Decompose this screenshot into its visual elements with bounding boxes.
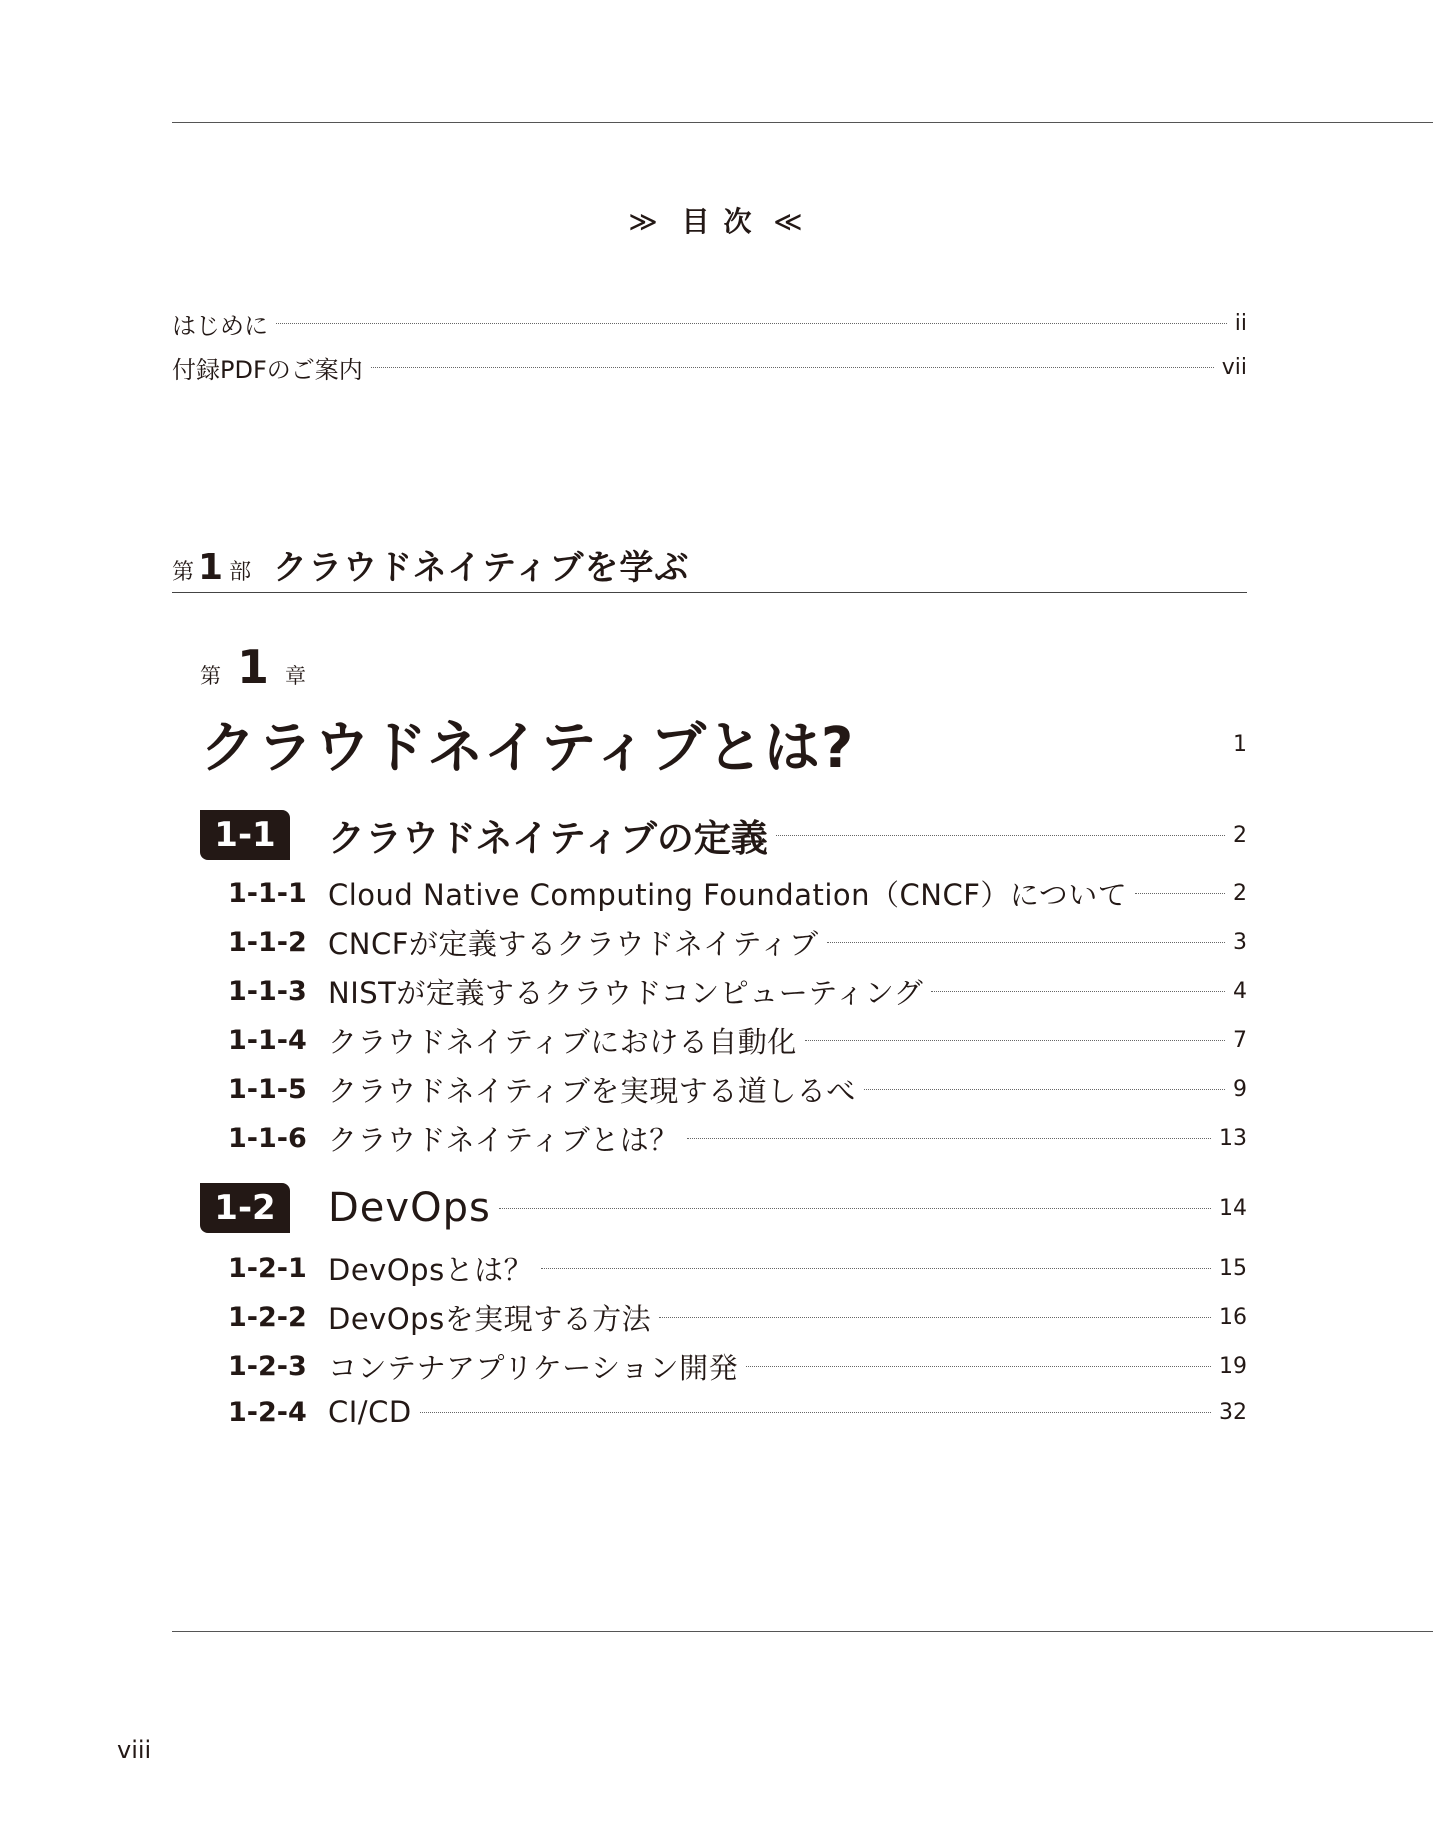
subsection-page: 32	[1219, 1399, 1247, 1425]
part-prefix: 第	[172, 560, 195, 585]
page-folio: viii	[117, 1736, 152, 1764]
leader-dots	[746, 1366, 1211, 1367]
bottom-rule	[172, 1631, 1433, 1632]
toc-subsection-1-1-1[interactable]	[228, 873, 1247, 914]
chapter-suffix: 章	[285, 664, 307, 688]
entry-title: 付録PDFのご案内	[172, 356, 363, 384]
subsection-number: 1-1-1	[228, 878, 307, 909]
subsection-number: 1-2-1	[228, 1253, 307, 1284]
toc-entry-front-1[interactable]	[172, 350, 1247, 385]
subsection-title: クラウドネイティブにおける自動化	[328, 1025, 797, 1059]
part-title: クラウドネイティブを学ぶ	[273, 548, 690, 588]
subsection-page: 16	[1219, 1305, 1247, 1330]
subsection-title: CI/CD	[328, 1395, 412, 1429]
leader-dots	[687, 1138, 1211, 1139]
subsection-number: 1-1-6	[228, 1123, 307, 1154]
toc-subsection-1-1-5[interactable]	[228, 1069, 1247, 1110]
chapter-label	[200, 640, 306, 694]
toc-entry-front-0[interactable]	[172, 306, 1247, 341]
part-heading[interactable]	[172, 540, 1247, 593]
subsection-title: DevOpsとは？	[328, 1253, 534, 1287]
subsection-title: NISTが定義するクラウドコンピューティング	[328, 976, 924, 1010]
leader-dots	[864, 1089, 1225, 1090]
section-page: 2	[1233, 822, 1247, 848]
leader-dots	[805, 1040, 1225, 1041]
subsection-title: コンテナアプリケーション開発	[328, 1351, 739, 1385]
subsection-page: 2	[1233, 881, 1247, 906]
toc-subsection-1-2-3[interactable]	[228, 1346, 1247, 1387]
toc-subsection-1-1-6[interactable]	[228, 1118, 1247, 1159]
subsection-title: クラウドネイティブとは？	[328, 1123, 679, 1157]
entry-title: はじめに	[172, 312, 268, 340]
chapter-heading[interactable]	[200, 704, 1247, 784]
subsection-number: 1-1-5	[228, 1074, 307, 1105]
section-title: DevOps	[328, 1185, 491, 1231]
subsection-page: 13	[1219, 1126, 1247, 1151]
subsection-number: 1-2-4	[228, 1396, 307, 1428]
toc-subsection-1-1-2[interactable]	[228, 922, 1247, 963]
subsection-title: DevOpsを実現する方法	[328, 1302, 652, 1336]
entry-page: ii	[1234, 311, 1247, 336]
subsection-page: 7	[1233, 1028, 1247, 1053]
chapter-title: クラウドネイティブとは?	[200, 716, 855, 781]
section-number-badge: 1-2	[200, 1183, 290, 1233]
toc-title: 目次	[681, 205, 766, 238]
toc-subsection-1-2-4[interactable]	[228, 1395, 1247, 1429]
leader-dots	[931, 991, 1225, 992]
leader-dots	[276, 323, 1227, 324]
subsection-number: 1-2-3	[228, 1351, 307, 1382]
leader-dots	[499, 1208, 1211, 1209]
right-chevron-icon: ≪	[773, 205, 805, 238]
subsection-title: クラウドネイティブを実現する道しるべ	[328, 1074, 856, 1108]
leader-dots	[420, 1412, 1211, 1413]
top-rule	[172, 122, 1433, 123]
subsection-number: 1-1-3	[228, 976, 307, 1007]
toc-section-1-2[interactable]	[200, 1183, 1247, 1233]
section-number-badge: 1-1	[200, 810, 290, 860]
leader-dots	[776, 835, 1225, 836]
chapter-prefix: 第	[200, 664, 221, 688]
toc-subsection-1-1-4[interactable]	[228, 1020, 1247, 1061]
toc-subsection-1-2-2[interactable]	[228, 1297, 1247, 1338]
chapter-page: 1	[1233, 731, 1247, 757]
subsection-page: 3	[1233, 930, 1247, 955]
subsection-page: 4	[1233, 979, 1247, 1004]
subsection-number: 1-2-2	[228, 1302, 307, 1333]
leader-dots	[371, 367, 1214, 368]
left-chevron-icon: ≫	[628, 205, 660, 238]
subsection-page: 15	[1219, 1256, 1247, 1281]
leader-dots	[1135, 893, 1225, 894]
part-suffix: 部	[229, 560, 252, 585]
leader-dots	[659, 1317, 1211, 1318]
section-title: クラウドネイティブの定義	[328, 817, 768, 860]
part-number: 1	[198, 547, 224, 588]
subsection-number: 1-1-4	[228, 1025, 307, 1056]
subsection-number: 1-1-2	[228, 927, 307, 958]
subsection-page: 19	[1219, 1354, 1247, 1379]
toc-header	[0, 200, 1433, 240]
entry-page: vii	[1221, 355, 1247, 380]
toc-subsection-1-1-3[interactable]	[228, 971, 1247, 1012]
leader-dots	[541, 1268, 1211, 1269]
chapter-number: 1	[237, 640, 270, 694]
subsection-page: 9	[1233, 1077, 1247, 1102]
subsection-title: Cloud Native Computing Foundation（CNCF）について	[328, 878, 1128, 912]
subsection-title: CNCFが定義するクラウドネイティブ	[328, 927, 819, 961]
leader-dots	[827, 942, 1225, 943]
section-page: 14	[1219, 1195, 1247, 1221]
toc-section-1-1[interactable]	[200, 808, 1247, 862]
toc-subsection-1-2-1[interactable]	[228, 1248, 1247, 1289]
